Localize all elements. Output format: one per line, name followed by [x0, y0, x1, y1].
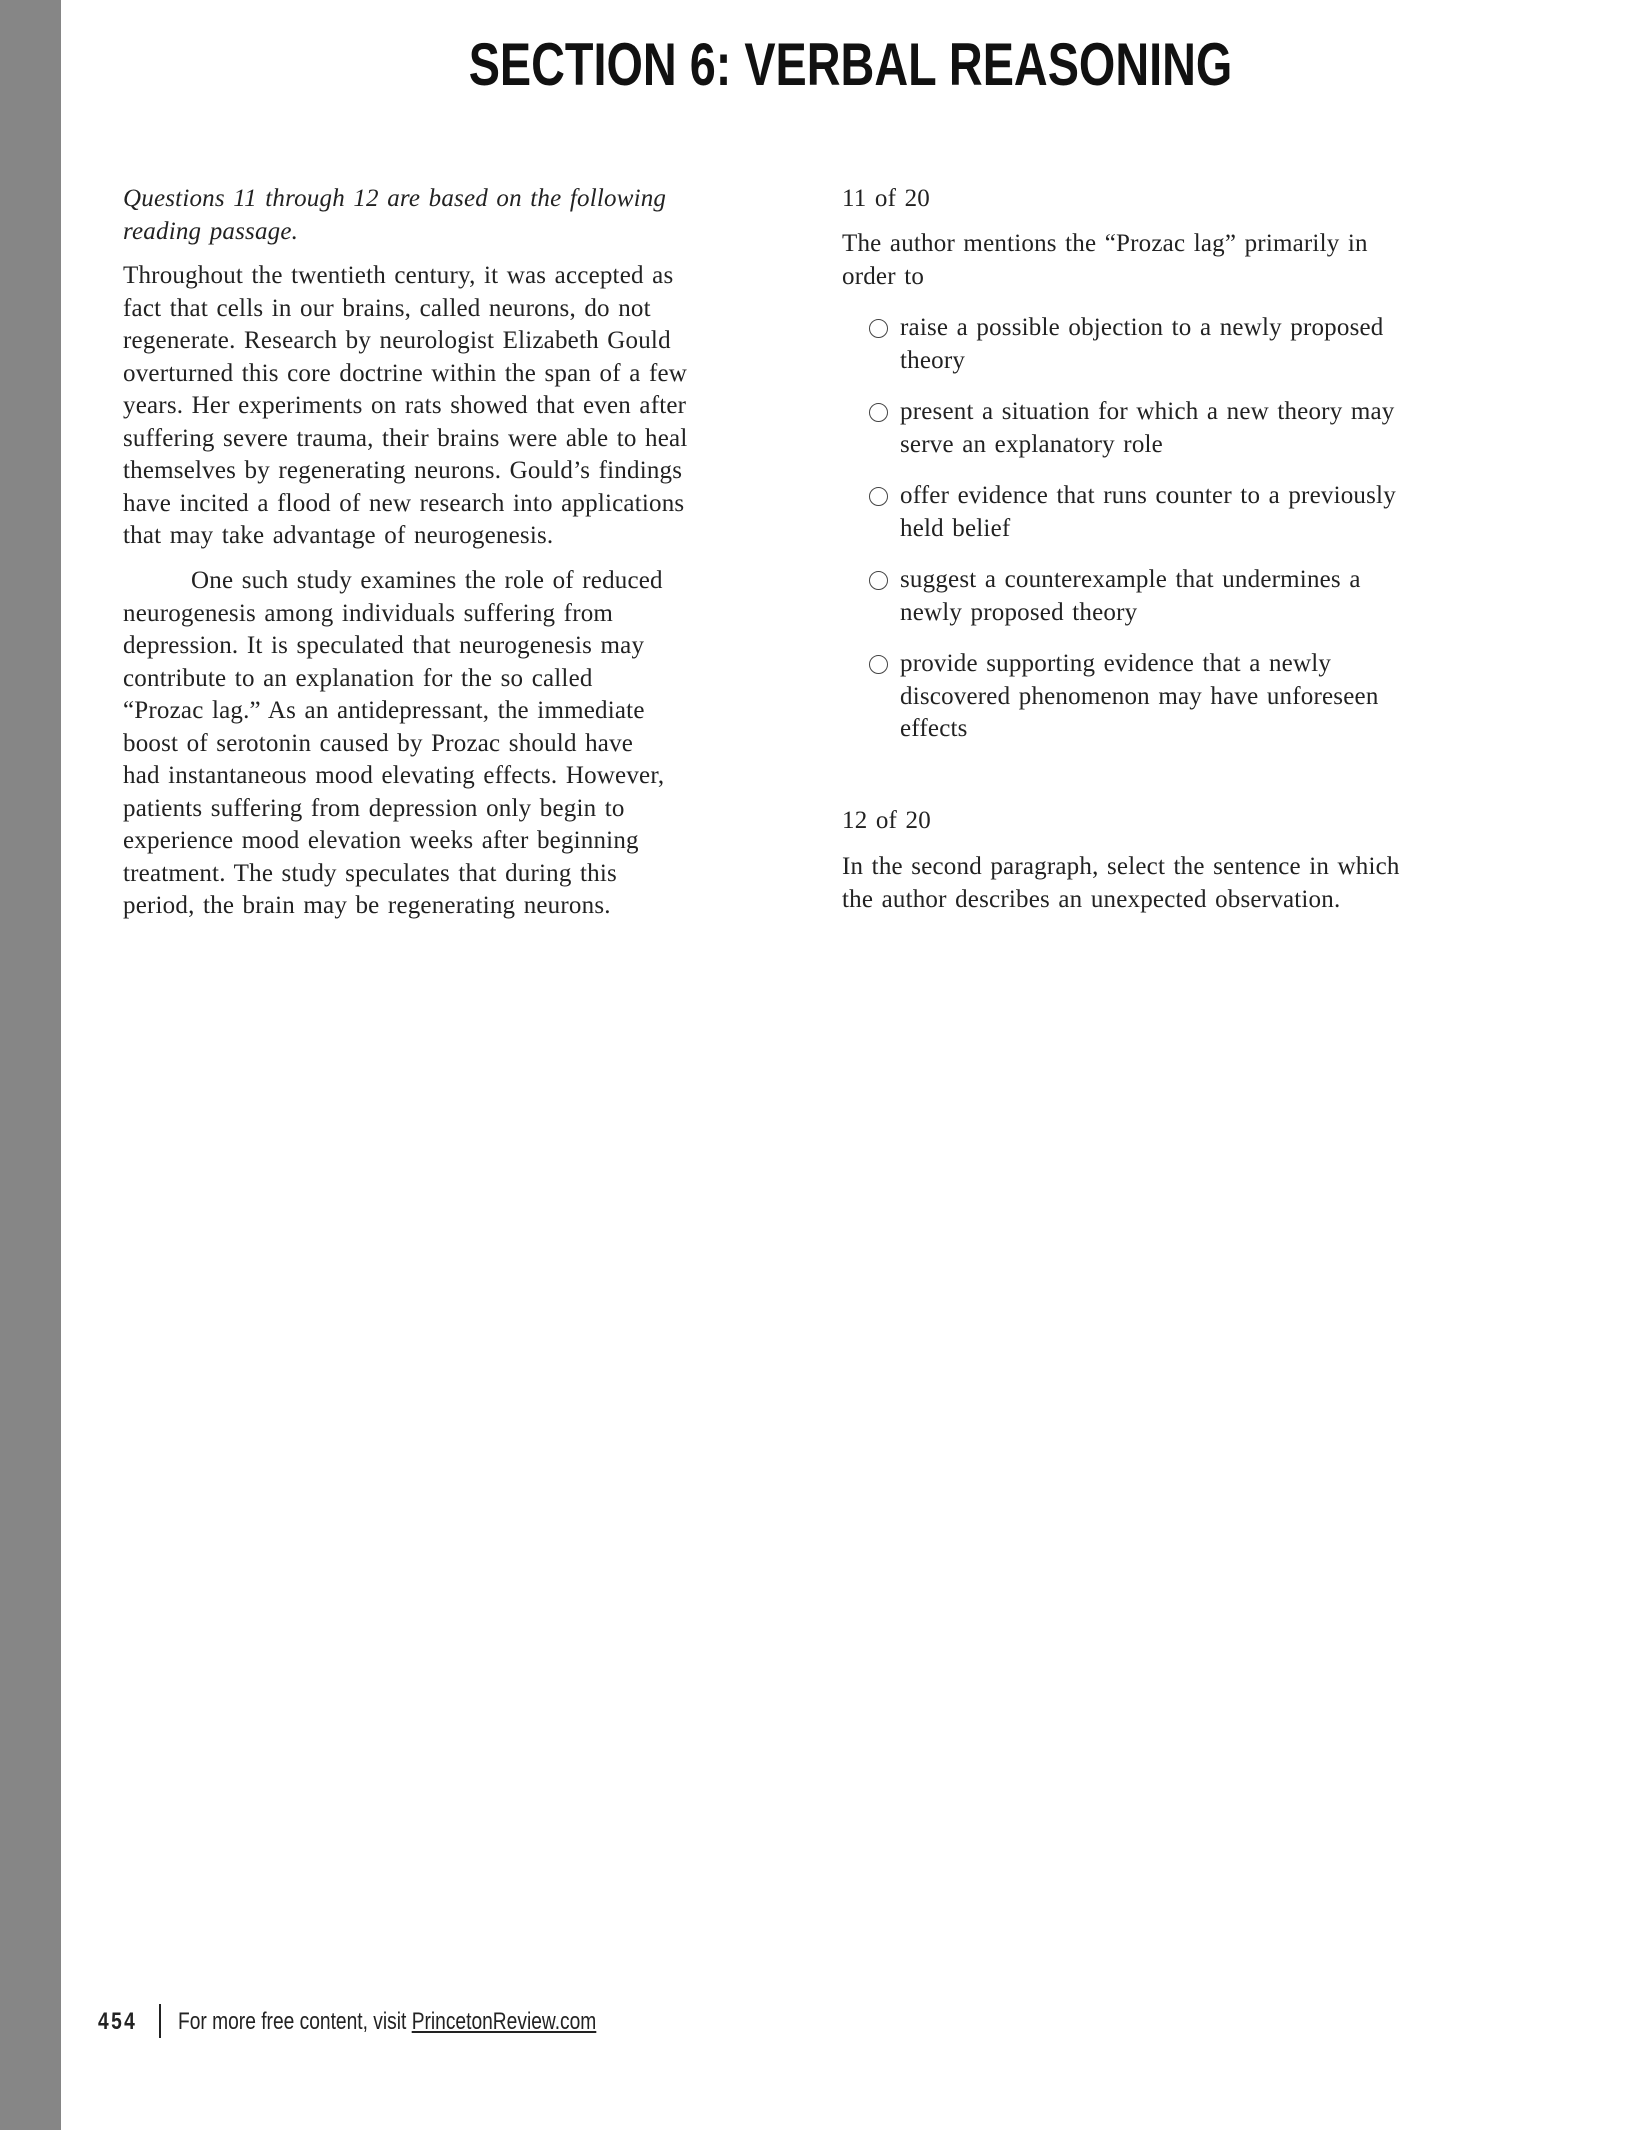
footer-divider: [159, 2004, 161, 2038]
option-text: [900, 564, 1361, 629]
question-number: 11 of 20: [842, 185, 930, 212]
text-line: fact that cells in our brains, called neurons, do not: [123, 294, 651, 322]
passage-intro: [123, 183, 793, 248]
text-line[interactable]: “Prozac lag.” As an antidepressant, the immediate: [123, 697, 645, 724]
text-line: newly proposed theory: [900, 598, 1138, 626]
text-line: held belief: [900, 514, 1011, 542]
text-line: years. Her experiments on rats showed that even after: [123, 392, 687, 419]
option-text: [900, 396, 1395, 461]
text-line: suffering severe trauma, their brains were able to heal: [123, 424, 688, 452]
text-line: reading passage.: [123, 217, 299, 245]
text-line[interactable]: patients suffering from depression only begin to: [123, 794, 625, 822]
text-line: theory: [900, 346, 966, 374]
text-line: regenerate. Research by neurologist Elizabeth Gould: [123, 327, 671, 354]
passage-paragraph-2[interactable]: [123, 565, 793, 923]
text-line[interactable]: treatment. The study speculates that during this: [123, 859, 617, 887]
text-line: suggest a counterexample that undermines a: [900, 566, 1361, 593]
radio-button-icon[interactable]: [869, 403, 888, 422]
radio-button-icon[interactable]: [869, 319, 888, 338]
option-text: [900, 312, 1384, 377]
question-11-number: [842, 183, 1512, 216]
section-title-wrap: [61, 30, 1640, 99]
text-line: serve an explanatory role: [900, 430, 1163, 458]
question-12-number: [842, 805, 1512, 838]
text-line[interactable]: had instantaneous mood elevating effects. However,: [123, 762, 665, 789]
text-line: the author describes an unexpected observation.: [842, 885, 1341, 913]
page-edge-bar: [0, 0, 61, 2130]
text-line[interactable]: contribute to an explanation for the so called: [123, 664, 593, 692]
text-line: In the second paragraph, select the sentence in which: [842, 853, 1400, 880]
text-line[interactable]: depression. It is speculated that neurogenesis may: [123, 632, 645, 659]
princeton-review-link[interactable]: PrincetonReview.com: [411, 2008, 597, 2035]
footer-text: [178, 2008, 596, 2036]
text-line[interactable]: experience mood elevation weeks after beginning: [123, 827, 639, 854]
question-12-prompt: [842, 851, 1512, 916]
text-line[interactable]: One such study examines the role of reduced: [191, 567, 663, 594]
text-line[interactable]: period, the brain may be regenerating neurons.: [123, 892, 611, 919]
question-number: 12 of 20: [842, 807, 931, 834]
text-line: raise a possible objection to a newly proposed: [900, 314, 1384, 341]
passage-paragraph-1: [123, 260, 793, 553]
text-line: that may take advantage of neurogenesis.: [123, 522, 554, 549]
text-line: themselves by regenerating neurons. Gould’s findings: [123, 457, 683, 484]
radio-button-icon[interactable]: [869, 655, 888, 674]
text-line[interactable]: neurogenesis among individuals suffering from: [123, 599, 614, 627]
text-line: Throughout the twentieth century, it was accepted as: [123, 262, 674, 289]
text-line: provide supporting evidence that a newly: [900, 650, 1332, 677]
text-line: effects: [900, 715, 968, 742]
text-line: have incited a flood of new research into applications: [123, 489, 685, 517]
text-line: The author mentions the “Prozac lag” primarily in: [842, 230, 1368, 257]
radio-button-icon[interactable]: [869, 487, 888, 506]
text-line[interactable]: boost of serotonin caused by Prozac should have: [123, 729, 634, 757]
radio-button-icon[interactable]: [869, 571, 888, 590]
text-line: order to: [842, 262, 925, 290]
section-title: SECTION 6: VERBAL REASONING: [468, 31, 1233, 98]
text-line: present a situation for which a new theory may: [900, 398, 1395, 425]
question-11-prompt: [842, 228, 1512, 293]
text-line: offer evidence that runs counter to a previously: [900, 482, 1396, 509]
option-text: [900, 648, 1379, 746]
footer-label: For more free content, visit: [178, 2008, 412, 2035]
text-line: discovered phenomenon may have unforeseen: [900, 682, 1379, 710]
page-number: 454: [98, 2008, 138, 2035]
text-line: overturned this core doctrine within the span of a few: [123, 359, 688, 387]
text-line: Questions 11 through 12 are based on the following: [123, 185, 667, 212]
option-text: [900, 480, 1396, 545]
